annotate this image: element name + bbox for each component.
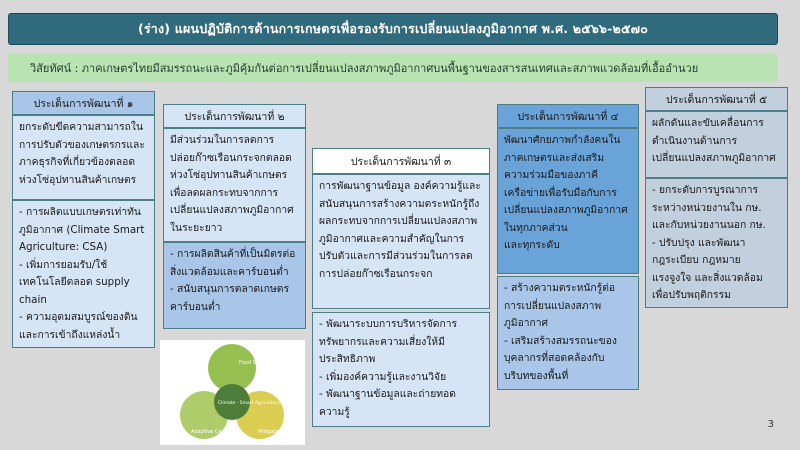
measure-line: - ปรับปรุง และพัฒนา (652, 236, 746, 249)
measure-line: ทรัพยากรและความเสี่ยงให้มี (319, 335, 445, 348)
measure-line: - เสริมสร้างสมรรถนะของ (504, 334, 617, 347)
goal-line: ผลกระทบจากการเปลี่ยนแปลงสภาพ (319, 215, 478, 227)
measure-line: คาร์บอนต่ำ (170, 300, 221, 313)
goal-line: ความร่วมมือของภาคี (504, 169, 599, 181)
goal-line: การปล่อยก๊าซเรือนกระจก (319, 267, 433, 280)
goal-line: สนับสนุนการสร้างความตระหนักรู้ถึง (319, 197, 480, 210)
food-security-label: Food Security (239, 360, 274, 366)
measure-line: และกับหน่วยงานนอก กษ. (652, 219, 766, 231)
measure-line: บริบทของพื้นที่ (504, 369, 569, 382)
goal-line: ภาคเกษตรและส่งเสริม (504, 151, 605, 164)
goal-line: พัฒนาศักยภาพกำลังคนใน (504, 134, 621, 146)
issue-2-goal (163, 128, 306, 242)
measure-line: - สนับสนุนการตลาดเกษตร (170, 283, 289, 295)
measure-line: กฎระเบียบ กฎหมาย (652, 254, 741, 266)
measure-line: เพื่อปรับพฤติกรรม (652, 289, 731, 301)
slide-title: (ร่าง) แผนปฏิบัติการด้านการเกษตรเพื่อรองรับการเปลี่ยนแปลงภูมิอากาศ พ.ศ. ๒๕๖๖-๒๕๗๐ (8, 13, 778, 45)
issue-5-measures (645, 178, 788, 308)
issue-3-heading (312, 148, 490, 174)
measure-line: Agriculture: CSA) (19, 241, 108, 253)
measure-line: - การผลิตแบบเกษตรเท่าทัน (19, 206, 141, 218)
measure-line: เทคโนโลยีตลอด supply (19, 276, 130, 288)
issue-5-heading-text: ประเด็นการพัฒนาที่ ๕ (665, 93, 768, 106)
measure-line: ระหว่างหน่วยงานใน กษ. (652, 201, 762, 214)
goal-line: เครือข่ายเพื่อรับมือกับการ (504, 186, 617, 199)
goal-line: เปลี่ยนแปลงสภาพภูมิอากาศ (170, 204, 294, 216)
issue-1-heading-text: ประเด็นการพัฒนาที่ ๑ (33, 97, 134, 110)
issue-5-goal (645, 111, 788, 178)
issue-4-heading-text: ประเด็นการพัฒนาที่ ๔ (517, 110, 619, 123)
measure-line: - พัฒนาระบบการบริหารจัดการ (319, 318, 458, 330)
measure-line: - การผลิตสินค้าที่เป็นมิตรต่อ (170, 248, 296, 260)
goal-line: ภาคธุรกิจที่เกี่ยวข้องตลอด (19, 156, 136, 168)
goal-line: ผลักดันและขับเคลื่อนการ (652, 117, 764, 129)
vision-statement: วิสัยทัศน์ : ภาคเกษตรไทยมีสมรรถนะและภูมิคุ้มกันต่อการเปลี่ยนแปลงสภาพภูมิอากาศบนพื้นฐานของสารสนเทศและสภาพแวดล้อมที่เอื้ออำนวย (8, 54, 778, 82)
issue-1-heading (12, 91, 155, 115)
goal-line: ในระยะยาว (170, 221, 223, 234)
goal-line: ดำเนินงานด้านการ (652, 134, 737, 147)
issue-3-measures (312, 312, 490, 427)
adaptive-capacity-label: Adaptive Capacity (191, 429, 237, 435)
issue-5-heading (645, 87, 788, 111)
goal-line: ในทุกภาคส่วน (504, 221, 568, 234)
issue-1-measures (12, 200, 155, 348)
measure-line: - เพิ่มการยอมรับ/ใช้ (19, 258, 108, 271)
measure-line: แรงจูงใจ และสิ่งแวดล้อม (652, 271, 763, 284)
goal-line: มีส่วนร่วมในการลดการ (170, 134, 275, 146)
measure-line: บุคลากรที่สอดคล้องกับ (504, 352, 605, 364)
goal-line: ห่วงโซ่อุปทานสินค้าเกษตร (170, 169, 288, 181)
goal-line: การปรับตัวของเกษตรกรและ (19, 138, 145, 151)
issue-4-heading (497, 104, 639, 128)
measure-line: ความรู้ (319, 405, 350, 418)
goal-line: ห่วงโซ่อุปทานสินค้าเกษตร (19, 173, 137, 186)
measure-line: - เพิ่มองค์ความรู้และงานวิจัย (319, 370, 447, 383)
csa-infographic (160, 340, 305, 445)
goal-line: เปลี่ยนแปลงสภาพภูมิอากาศ (504, 204, 628, 216)
issue-2-heading-text: ประเด็นการพัฒนาที่ ๒ (184, 110, 285, 123)
issue-4-measures (497, 276, 639, 390)
goal-line: การพัฒนาฐานข้อมูล องค์ความรู้และ (319, 180, 481, 192)
measure-line: chain (19, 293, 47, 306)
measure-line: - สร้างความตระหนักรู้ต่อ (504, 282, 616, 294)
measure-line: และการเข้าถึงแหล่งน้ำ (19, 328, 121, 341)
issue-2-measures (163, 242, 306, 329)
goal-line: ยกระดับขีดความสามารถใน (19, 121, 143, 133)
issue-4-goal (497, 128, 639, 274)
measure-line: - ความอุดมสมบูรณ์ของดิน (19, 311, 138, 323)
goal-line: ภูมิอากาศและความสำคัญในการ (319, 232, 465, 245)
measure-line: สิ่งแวดล้อมและคาร์บอนต่ำ (170, 265, 289, 278)
measure-line: - ยกระดับการบูรณาการ (652, 184, 759, 196)
issue-3-goal (312, 174, 490, 309)
goal-line: ปล่อยก๊าซเรือนกระจกตลอด (170, 151, 292, 164)
measure-line: - พัฒนาฐานข้อมูลและถ่ายทอด (319, 388, 456, 400)
measure-line: ประสิทธิภาพ (319, 353, 376, 365)
goal-line: เพื่อลดผลกระทบจากการ (170, 186, 279, 199)
measure-line: ภูมิอากาศ (504, 317, 549, 329)
goal-line: เปลี่ยนแปลงสภาพภูมิอากาศ (652, 152, 776, 164)
csa-center-label: Climate - Smart Agriculture (218, 401, 280, 406)
goal-line: และทุกระดับ (504, 239, 560, 251)
issue-3-heading-text: ประเด็นการพัฒนาที่ ๓ (350, 155, 452, 168)
issue-2-heading (163, 104, 306, 128)
goal-line: ปรับตัวและการมีส่วนร่วมในการลด (319, 250, 473, 262)
issue-1-goal (12, 115, 155, 200)
measure-line: ภูมิอากาศ (Climate Smart (19, 223, 145, 236)
mitigation-label: Mitigation Potential (258, 429, 305, 435)
page-number: 3 (767, 419, 774, 430)
measure-line: การเปลี่ยนแปลงสภาพ (504, 299, 602, 312)
